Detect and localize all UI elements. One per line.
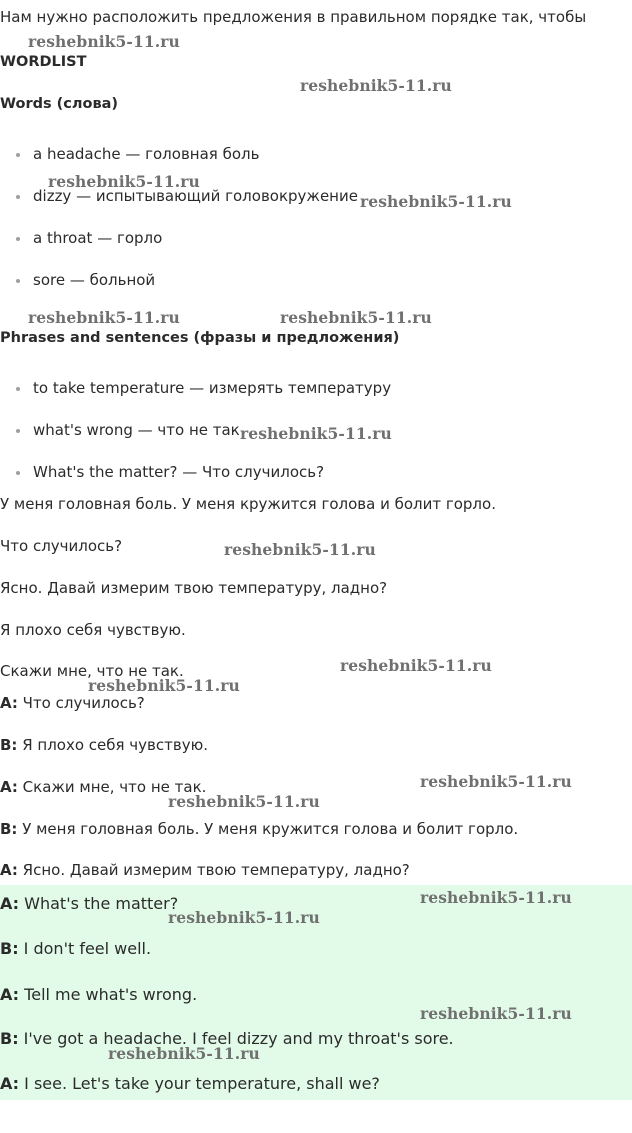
line-text: У меня головная боль. У меня кружится голова и болит горло. [17,820,519,838]
phrases-heading: Phrases and sentences (фразы и предложения) [0,330,400,346]
speaker-label: A: [0,861,18,879]
word-item: dizzy — испытывающий головокружение [33,187,358,205]
speaker-label: A: [0,985,20,1004]
line-text: I see. Let's take your temperature, shall we? [19,1074,380,1093]
speaker-label: B: [0,939,19,958]
watermark: reshebnik5-11.ru [168,792,320,811]
line-text: Tell me what's wrong. [19,985,198,1004]
speaker-label: A: [0,1074,20,1093]
dialogue-line-ru [0,820,518,838]
watermark: reshebnik5-11.ru [224,540,376,559]
bullet-icon [16,471,20,475]
watermark: reshebnik5-11.ru [300,76,452,95]
line-text: What's the matter? [19,894,179,913]
bullet-icon [16,195,20,199]
speaker-label: B: [0,736,18,754]
scrambled-line: Ясно. Давай измерим твою температуру, ладно? [0,579,388,597]
watermark: reshebnik5-11.ru [48,172,200,191]
watermark: reshebnik5-11.ru [108,1044,260,1063]
speaker-label: A: [0,894,20,913]
line-text: Что случилось? [17,694,145,712]
bullet-icon [16,237,20,241]
word-item: a headache — головная боль [33,145,260,163]
dialogue-line-en [0,985,197,1004]
bullet-icon [16,429,20,433]
watermark: reshebnik5-11.ru [420,1004,572,1023]
dialogue-line-ru [0,861,410,879]
phrase-item: to take temperature — измерять температуру [33,379,392,397]
line-text: Скажи мне, что не так. [17,778,207,796]
line-text: I've got a headache. I feel dizzy and my throat's sore. [18,1029,454,1048]
dialogue-line-ru [0,694,145,712]
line-text: I don't feel well. [18,939,152,958]
speaker-label: B: [0,820,18,838]
watermark: reshebnik5-11.ru [420,888,572,907]
dialogue-line-en [0,1074,380,1093]
wordlist-heading: WORDLIST [0,54,87,70]
watermark: reshebnik5-11.ru [28,32,180,51]
word-item: sore — больной [33,271,156,289]
intro-text: Нам нужно расположить предложения в правильном порядке так, чтобы [0,8,587,26]
scrambled-line: У меня головная боль. У меня кружится голова и болит горло. [0,495,496,513]
watermark: reshebnik5-11.ru [240,424,392,443]
speaker-label: A: [0,778,18,796]
watermark: reshebnik5-11.ru [168,908,320,927]
bullet-icon [16,279,20,283]
dialogue-line-en [0,939,151,958]
word-item: a throat — горло [33,229,163,247]
speaker-label: B: [0,1029,19,1048]
scrambled-line: Скажи мне, что не так. [0,662,184,680]
speaker-label: A: [0,694,18,712]
line-text: Я плохо себя чувствую. [17,736,208,754]
watermark: reshebnik5-11.ru [340,656,492,675]
scrambled-line: Я плохо себя чувствую. [0,621,186,639]
bullet-icon [16,153,20,157]
watermark: reshebnik5-11.ru [88,676,240,695]
line-text: Ясно. Давай измерим твою температуру, ладно? [17,861,410,879]
watermark: reshebnik5-11.ru [360,192,512,211]
dialogue-line-en [0,894,178,913]
phrase-item: What's the matter? — Что случилось? [33,463,325,481]
watermark: reshebnik5-11.ru [280,308,432,327]
dialogue-line-ru [0,736,208,754]
bullet-icon [16,387,20,391]
phrase-item: what's wrong — что не так [33,421,240,439]
scrambled-line: Что случилось? [0,537,123,555]
words-heading: Words (слова) [0,96,119,112]
watermark: reshebnik5-11.ru [28,308,180,327]
watermark: reshebnik5-11.ru [420,772,572,791]
